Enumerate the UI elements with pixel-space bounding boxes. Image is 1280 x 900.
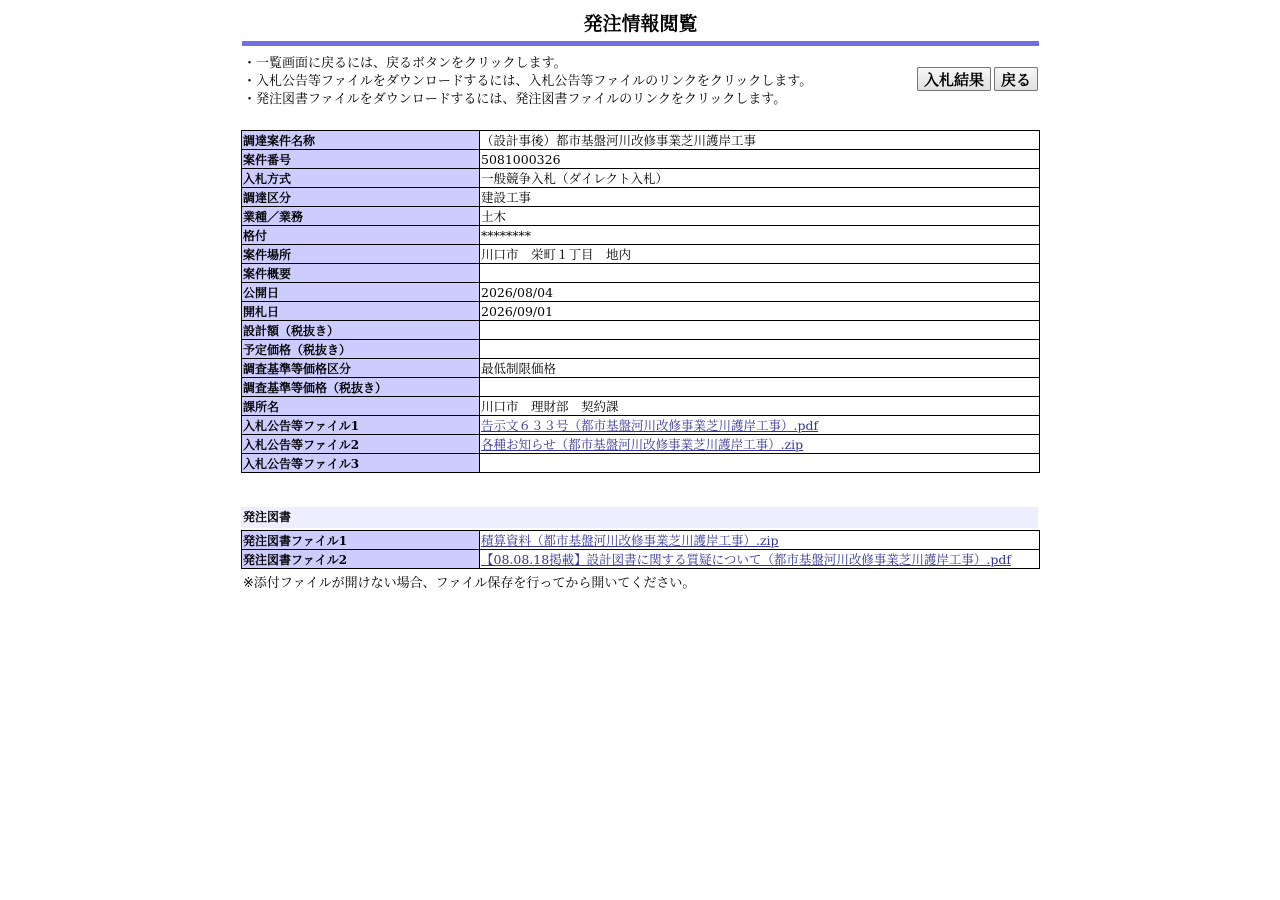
bid-result-button[interactable]: 入札結果	[917, 67, 991, 91]
instruction-notice-download: ・入札公告等ファイルをダウンロードするには、入札公告等ファイルのリンクをクリックします。	[243, 74, 813, 89]
instruction-back: ・一覧画面に戻るには、戻るボタンをクリックします。	[243, 56, 567, 71]
department-value: 川口市 理財部 契約課	[480, 397, 1040, 416]
notice-file-3-value	[480, 454, 1040, 473]
field-label: 業種／業務	[242, 207, 480, 226]
table-row	[242, 131, 1040, 150]
table-row	[242, 416, 1040, 435]
drawing-file-1-cell	[480, 531, 1040, 550]
table-row	[242, 264, 1040, 283]
project-name-value: （設計事後）都市基盤河川改修事業芝川護岸工事	[480, 131, 1040, 150]
field-label: 設計額（税抜き）	[242, 321, 480, 340]
field-label: 案件概要	[242, 264, 480, 283]
field-label: 調査基準等価格区分	[242, 359, 480, 378]
table-row	[242, 207, 1040, 226]
attachment-note: ※添付ファイルが開けない場合、ファイル保存を行ってから開いてください。	[243, 576, 696, 591]
field-label: 調査基準等価格（税抜き）	[242, 378, 480, 397]
field-label: 開札日	[242, 302, 480, 321]
procurement-category-value: 建設工事	[480, 188, 1040, 207]
field-label: 調達区分	[242, 188, 480, 207]
table-row	[242, 531, 1040, 550]
table-row	[242, 283, 1040, 302]
table-row	[242, 397, 1040, 416]
table-row	[242, 454, 1040, 473]
field-label: 発注図書ファイル2	[242, 550, 480, 569]
drawings-table	[241, 530, 1040, 569]
opening-date-value: 2026/09/01	[480, 302, 1040, 321]
table-row	[242, 169, 1040, 188]
drawing-file-2-link[interactable]: 【08.08.18掲載】設計図書に関する質疑について（都市基盤河川改修事業芝川護岸工事）.pdf	[481, 552, 1012, 567]
field-label: 案件場所	[242, 245, 480, 264]
field-label: 入札公告等ファイル2	[242, 435, 480, 454]
instruction-drawing-download: ・発注図書ファイルをダウンロードするには、発注図書ファイルのリンクをクリックします。	[243, 92, 787, 107]
publish-date-value: 2026/08/04	[480, 283, 1040, 302]
table-row	[242, 435, 1040, 454]
table-row	[242, 245, 1040, 264]
location-value: 川口市 栄町１丁目 地内	[480, 245, 1040, 264]
notice-file-2-cell	[480, 435, 1040, 454]
details-table	[241, 130, 1040, 473]
notice-file-2-link[interactable]: 各種お知らせ（都市基盤河川改修事業芝川護岸工事）.zip	[481, 437, 804, 452]
field-label: 格付	[242, 226, 480, 245]
field-label: 予定価格（税抜き）	[242, 340, 480, 359]
design-amount-value	[480, 321, 1040, 340]
field-label: 入札方式	[242, 169, 480, 188]
criteria-price-value	[480, 378, 1040, 397]
criteria-category-value: 最低制限価格	[480, 359, 1040, 378]
field-label: 公開日	[242, 283, 480, 302]
field-label: 入札公告等ファイル3	[242, 454, 480, 473]
field-label: 入札公告等ファイル1	[242, 416, 480, 435]
drawing-file-2-cell	[480, 550, 1040, 569]
project-number-value: 5081000326	[480, 150, 1040, 169]
page-title: 発注情報閲覧	[583, 13, 698, 35]
industry-value: 土木	[480, 207, 1040, 226]
field-label: 案件番号	[242, 150, 480, 169]
back-button[interactable]: 戻る	[994, 67, 1038, 91]
table-row	[242, 550, 1040, 569]
table-row	[242, 321, 1040, 340]
notice-file-1-link[interactable]: 告示文６３３号（都市基盤河川改修事業芝川護岸工事）.pdf	[481, 418, 819, 433]
action-buttons	[917, 67, 1038, 91]
field-label: 調達案件名称	[242, 131, 480, 150]
table-row	[242, 340, 1040, 359]
notice-file-1-cell	[480, 416, 1040, 435]
table-row	[242, 150, 1040, 169]
page-container	[241, 0, 1040, 591]
table-row	[242, 378, 1040, 397]
table-row	[242, 359, 1040, 378]
drawings-section-title: 発注図書	[241, 507, 1038, 528]
drawing-file-1-link[interactable]: 積算資料（都市基盤河川改修事業芝川護岸工事）.zip	[481, 533, 779, 548]
planned-price-value	[480, 340, 1040, 359]
rating-value: ********	[480, 226, 1040, 245]
field-label: 発注図書ファイル1	[242, 531, 480, 550]
table-row	[242, 226, 1040, 245]
bid-method-value: 一般競争入札（ダイレクト入札）	[480, 169, 1040, 188]
table-row	[242, 302, 1040, 321]
instructions-list	[243, 55, 812, 109]
field-label: 課所名	[242, 397, 480, 416]
summary-value	[480, 264, 1040, 283]
table-row	[242, 188, 1040, 207]
instructions-area	[241, 46, 1040, 130]
